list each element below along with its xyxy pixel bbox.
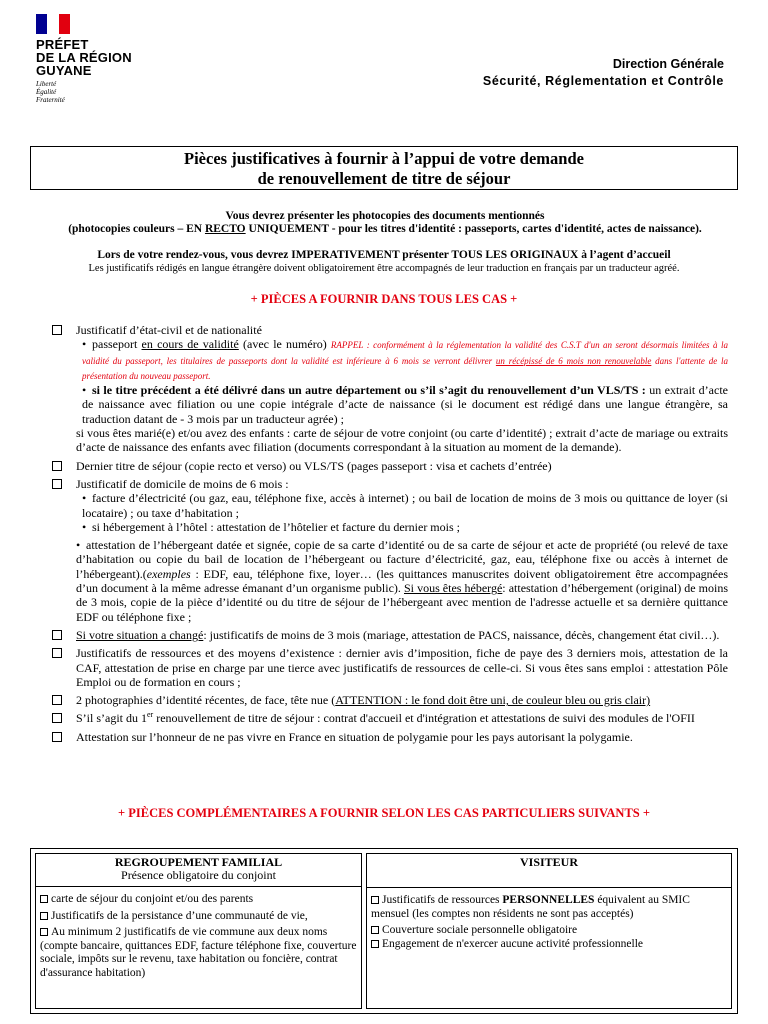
page-title <box>30 146 738 190</box>
list-item: Justificatifs de ressources PERSONNELLES équivalent au SMIC mensuel (les comptes non résidents ne sont pas acceptés) <box>371 894 690 920</box>
domicile-bullet-1: • facture d’électricité (ou gaz, eau, téléphone fixe, accès à internet) ; ou bail de location de moins de 3 mois ou quittance de loyer (si locataire) ; ou taxe d’habitation ; <box>82 491 728 520</box>
checkbox-icon <box>52 479 62 489</box>
regroupement-title: REGROUPEMENT FAMILIAL <box>114 855 283 869</box>
logo-line-2: DE LA RÉGION <box>36 50 132 65</box>
checkbox-icon <box>52 695 62 705</box>
intro-line-2: (photocopies couleurs – EN RECTO UNIQUEMENT - pour les titres d'identité : passeports, cartes d'identité, actes de naissance). <box>68 223 702 235</box>
list-item: Justificatifs de la persistance d’une communauté de vie, <box>40 910 357 924</box>
visiteur-column <box>366 853 732 1009</box>
section-particular-cases-heading: + PIÈCES COMPLÉMENTAIRES A FOURNIR SELON LES CAS PARTICULIERS SUIVANTS + <box>118 806 650 820</box>
section-all-cases-heading: + PIÈCES A FOURNIR DANS TOUS LES CAS + <box>250 292 518 306</box>
intro-originaux <box>30 249 738 275</box>
list-item-domicile: Justificatif de domicile de moins de 6 mois : • facture d’électricité (ou gaz, eau, téléphone fixe, accès à internet) ; ou bail de location de moins de 3 mois ou quittance de loyer (si locataire) ; ou taxe d’habitation ; • si hébergement à l’hôtel : attestation de l’hôtelier et facture du dernier mois ; • attestation de l’hébergeant datée et signée, copie de sa carte d’identité ou de sa carte de séjour et acte de propriété (ou relevé de taxe d’habitation ou copie du bail de location de l’hébergeant ou facture d’électricité, gaz, eau, téléphone fixe ou accès à internet de l’hébergeant).(exemples : EDF, eau, téléphone fixe, loyer… (les quittances manuscrites doivent obligatoirement être accompagnées d’un document à la même adresse émanant d’un organisme public). Si vous êtes hébergé: attestation d’hébergement (original) de moins de 3 mois, copie de la pièce d’identité ou du titre de séjour de l’hébergeant avec mention de l'adresse actuelle et sa dernière quittance EDF ou téléphone fixe ; <box>52 477 728 624</box>
checkbox-icon <box>40 928 48 936</box>
motto-fraternite: Fraternité <box>36 96 65 104</box>
married-note: si vous êtes marié(e) et/ou avez des enfants : carte de séjour de votre conjoint (ou carte d’identité) ; extrait d’acte de mariage ou extraits d’acte de naissance des enfants avec filiation (documents correspondant à la situation au moment de la demande). <box>76 426 728 455</box>
list-item-ofii: S’il s’agit du 1er renouvellement de titre de séjour : contrat d'accueil et d'intégration et attestations de suivi des modules de l'OFII <box>52 711 728 725</box>
checkbox-icon <box>52 325 62 335</box>
list-item-ressources: Justificatifs de ressources et des moyens d’existence : dernier avis d’imposition, fiche de paye des 3 derniers mois, attestation de la CAF, attestation de prise en charge par une tierce avec justificatifs de ressources de celle-ci. Si vous êtes sans emploi : attestation Pôle Emploi ou de formation en cours ; <box>52 646 728 689</box>
domicile-bullet-3: • attestation de l’hébergeant datée et signée, copie de sa carte d’identité ou de sa carte de séjour et acte de propriété (ou relevé de taxe d’habitation ou copie du bail de location de l’hébergeant ou facture d’électricité, gaz, eau, téléphone fixe ou accès à internet de l’hébergeant).(exemples : EDF, eau, téléphone fixe, loyer… (les quittances manuscrites doivent obligatoirement être accompagnées d’un document à la même adresse émanant d’un organisme public). Si vous êtes hébergé: attestation d’hébergement (original) de moins de 3 mois, copie de la pièce d’identité ou du titre de séjour de l’hébergeant avec mention de l'adresse actuelle et sa dernière quittance EDF ou téléphone fixe ; <box>76 538 729 624</box>
checkbox-icon <box>40 912 48 920</box>
checkbox-icon <box>40 895 48 903</box>
domicile-bullet-2: • si hébergement à l’hôtel : attestation de l’hôtelier et facture du dernier mois ; <box>82 519 460 534</box>
list-item-situation: Si votre situation a changé: justificatifs de moins de 3 mois (mariage, attestation de PACS, naissance, décès, changement état civil…). <box>52 628 728 642</box>
list-item: carte de séjour du conjoint et/ou des parents <box>40 893 357 907</box>
logo-line-3: GUYANE <box>36 63 92 78</box>
marianne-flag-icon <box>36 14 70 34</box>
intro-photocopies <box>40 210 730 236</box>
checkbox-icon <box>371 926 379 934</box>
list-item: Engagement de n'exercer aucune activité professionnelle <box>371 938 727 952</box>
title-line-2: de renouvellement de titre de séjour <box>257 169 511 188</box>
list-item-dernier-titre: Dernier titre de séjour (copie recto et verso) ou VLS/TS (pages passeport : visa et cachets d’entrée) <box>52 459 728 473</box>
checkbox-icon <box>371 896 379 904</box>
checkbox-icon <box>52 461 62 471</box>
direction-line-1: Direction Générale <box>612 57 724 71</box>
regroupement-subtitle: Présence obligatoire du conjoint <box>121 868 276 882</box>
intro-line-1: Vous devrez présenter les photocopies des documents mentionnés <box>225 210 545 222</box>
list-item: Au minimum 2 justificatifs de vie commune aux deux noms (compte bancaire, quittances EDF, facture téléphone fixe, couverture sociale, impôts sur le revenu, taxe habitation ou foncière, contrat d'assurance habitation) <box>40 926 357 979</box>
checkbox-icon <box>52 713 62 723</box>
previous-title-bullet: • si le titre précédent a été délivré dans un autre département ou s’il s’agit du renouvellement d’un VLS/TS : un extrait d’acte de naissance avec filiation ou une copie intégrale d’acte de naissance (si le document est rédigé dans une langue étrangère, sa traduction datant de - 3 mois par un traducteur agrée) ; <box>82 383 728 426</box>
direction-line-2: Sécurité, Réglementation et Contrôle <box>482 74 724 88</box>
regroupement-familial-column <box>35 853 362 1009</box>
direction-header <box>483 56 724 90</box>
list-item-polygamie: Attestation sur l’honneur de ne pas vivre en France en situation de polygamie pour les pays autorisant la polygamie. <box>52 730 728 744</box>
checkbox-icon <box>52 648 62 658</box>
list-item: Couverture sociale personnelle obligatoire <box>371 924 727 938</box>
motto-egalite: Égalité <box>36 88 57 96</box>
motto-liberte: Liberté <box>36 80 57 88</box>
particular-cases-table <box>30 848 738 1014</box>
list-item-etat-civil: Justificatif d’état-civil et de nationalité • passeport en cours de validité (avec le numéro) RAPPEL : conformément à la réglementation la validité des C.S.T d'un an seront désormais limitées à la validité du passeport, les titulaires de passeports dont la validité est inférieure à 6 mois se verront délivrer un récépissé de 6 mois non renouvelable dans l'attente de la présentation du nouveau passeport. • si le titre précédent a été délivré dans un autre département ou s’il s’agit du renouvellement d’un VLS/TS : un extrait d’acte de naissance avec filiation ou une copie intégrale d’acte de naissance (si le document est rédigé dans une langue étrangère, sa traduction datant de - 3 mois par un traducteur agrée) ; si vous êtes marié(e) et/ou avez des enfants : carte de séjour de votre conjoint (ou carte d’identité) ; extrait d’acte de mariage ou extraits d’acte de naissance des enfants avec filiation (documents correspondant à la situation au moment de la demande). <box>52 323 728 455</box>
passport-bullet: • passeport en cours de validité (avec le numéro) RAPPEL : conformément à la réglementation la validité des C.S.T d'un an seront désormais limitées à la validité du passeport, les titulaires de passeports dont la validité est inférieure à 6 mois se verront délivrer un récépissé de 6 mois non renouvelable dans l'attente de la présentation du nouveau passeport. <box>82 337 728 381</box>
checklist <box>52 323 728 748</box>
intro-line-3: Lors de votre rendez-vous, vous devrez IMPERATIVEMENT présenter TOUS LES ORIGINAUX à l’agent d’accueil <box>97 249 671 261</box>
checkbox-icon <box>52 732 62 742</box>
list-item-photos: 2 photographies d’identité récentes, de face, tête nue (ATTENTION : le fond doit être uni, de couleur bleu ou gris clair) <box>52 693 728 707</box>
logo-line-1: PRÉFET <box>36 37 89 52</box>
prefecture-logo <box>36 14 146 104</box>
checkbox-icon <box>52 630 62 640</box>
checkbox-icon <box>371 940 379 948</box>
title-line-1: Pièces justificatives à fournir à l’appui de votre demande <box>184 149 584 168</box>
intro-line-4: Les justificatifs rédigés en langue étrangère doivent obligatoirement être accompagnés de leur traduction en français par un traducteur agréé. <box>88 263 680 274</box>
visiteur-title: VISITEUR <box>519 855 579 869</box>
